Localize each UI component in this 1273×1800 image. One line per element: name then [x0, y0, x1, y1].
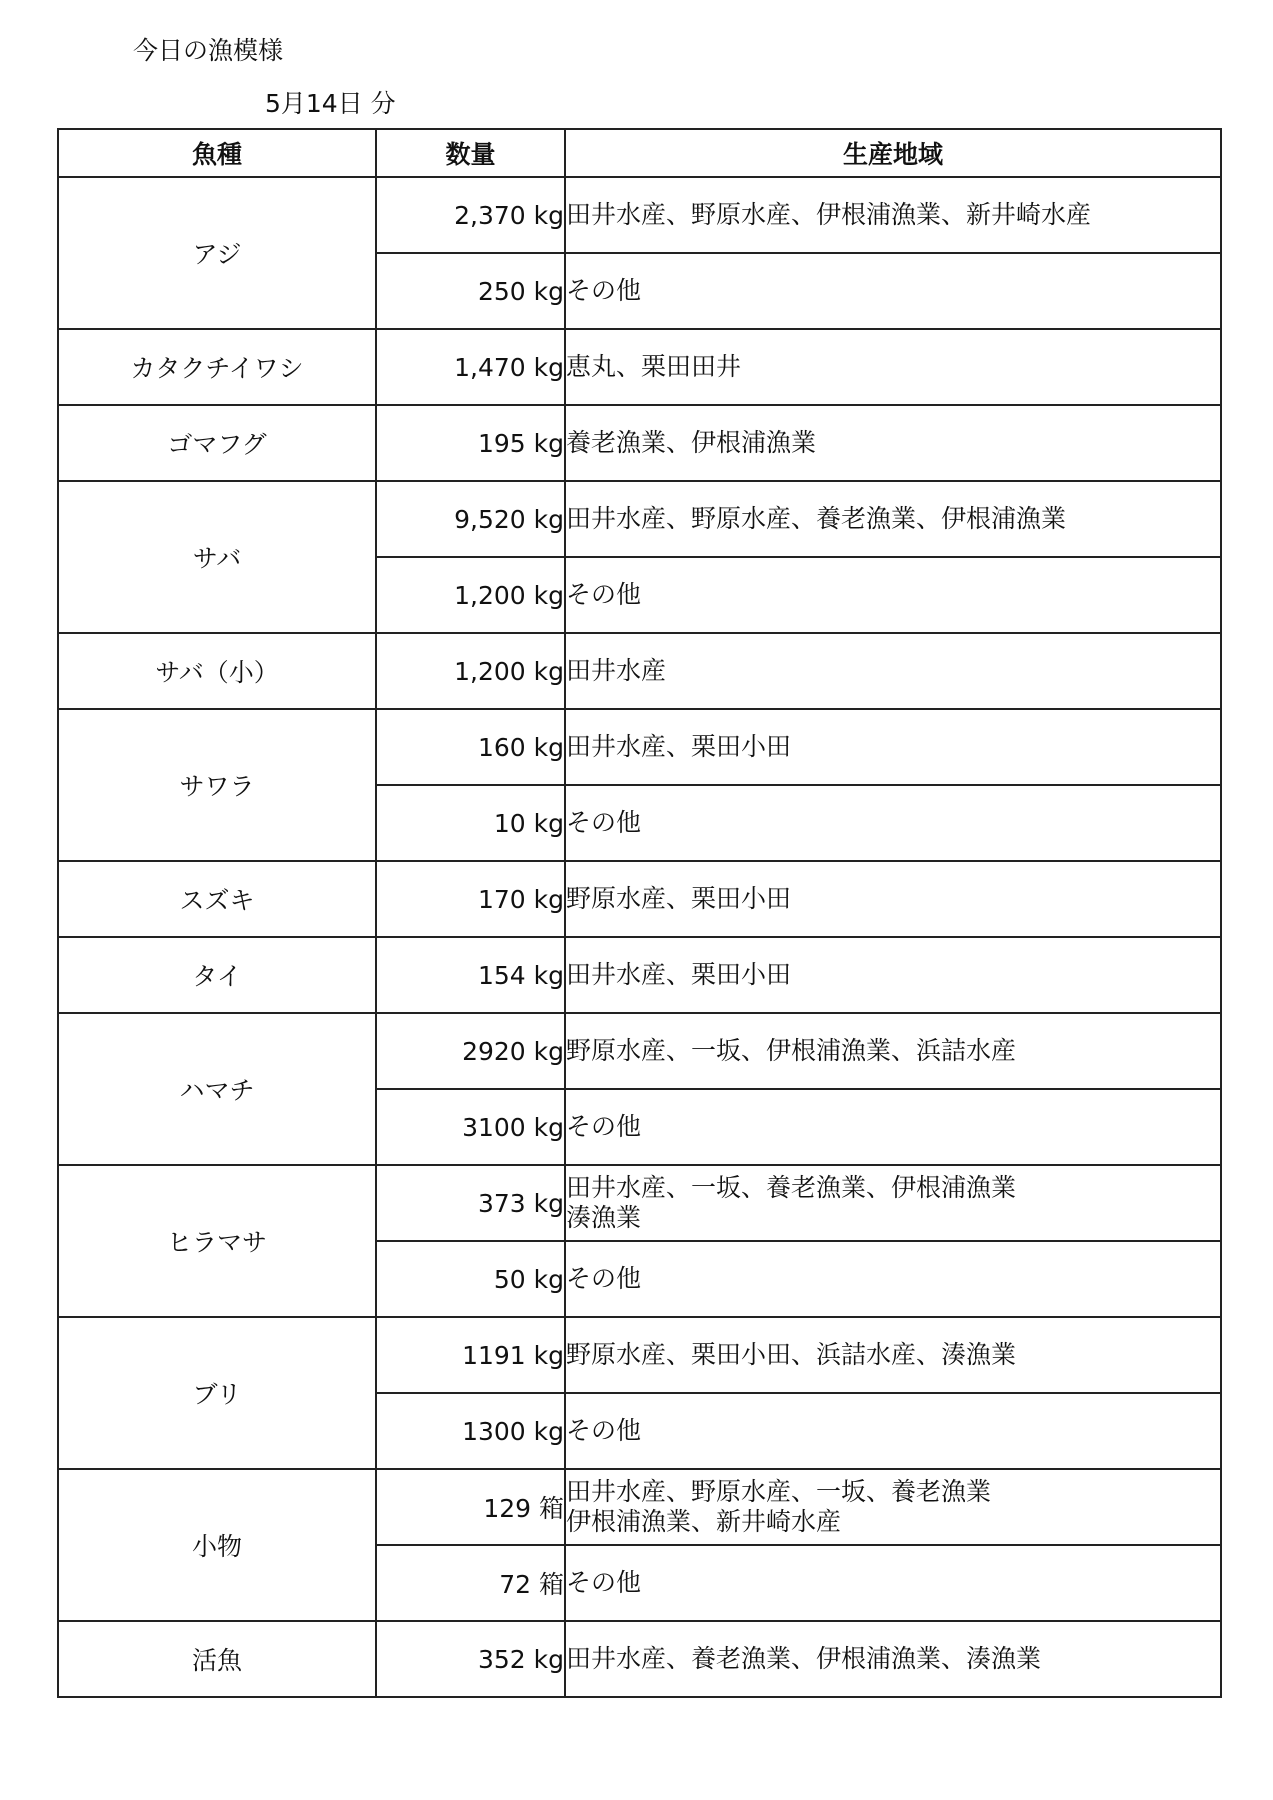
species-cell: サバ [58, 481, 376, 633]
quantity-cell: 3100 kg [376, 1089, 565, 1165]
area-cell [565, 1621, 1221, 1697]
table-row [58, 709, 1221, 785]
species-cell: ハマチ [58, 1013, 376, 1165]
area-cell [565, 253, 1221, 329]
area-cell [565, 405, 1221, 481]
area-cell [565, 709, 1221, 785]
quantity-cell: 50 kg [376, 1241, 565, 1317]
quantity-cell: 1191 kg [376, 1317, 565, 1393]
area-line: 湊漁業 [566, 1203, 642, 1232]
species-cell: タイ [58, 937, 376, 1013]
area-line: その他 [566, 1568, 642, 1597]
species-cell: サワラ [58, 709, 376, 861]
table-row [58, 1165, 1221, 1241]
page-title: 今日の漁模様 [133, 36, 284, 65]
quantity-cell: 160 kg [376, 709, 565, 785]
area-line: 伊根浦漁業、新井崎水産 [566, 1507, 842, 1536]
area-line: 田井水産、栗田小田 [566, 960, 792, 989]
species-cell: ヒラマサ [58, 1165, 376, 1317]
area-line: 養老漁業、伊根浦漁業 [566, 428, 817, 457]
quantity-cell: 195 kg [376, 405, 565, 481]
area-line: 恵丸、栗田田井 [566, 352, 742, 381]
area-line: その他 [566, 1416, 642, 1445]
quantity-cell: 373 kg [376, 1165, 565, 1241]
area-line: 田井水産、野原水産、一坂、養老漁業 [566, 1477, 992, 1506]
area-line: 田井水産、一坂、養老漁業、伊根浦漁業 [566, 1173, 1017, 1202]
area-line: 野原水産、一坂、伊根浦漁業、浜詰水産 [566, 1036, 1017, 1065]
species-cell: 活魚 [58, 1621, 376, 1697]
table-row [58, 405, 1221, 481]
quantity-cell: 129 箱 [376, 1469, 565, 1545]
area-cell [565, 1241, 1221, 1317]
header-row [58, 129, 1221, 177]
species-cell: カタクチイワシ [58, 329, 376, 405]
area-line: その他 [566, 580, 642, 609]
catch-table [57, 128, 1222, 1698]
area-cell [565, 1317, 1221, 1393]
table-header [58, 129, 1221, 177]
quantity-cell: 72 箱 [376, 1545, 565, 1621]
header-species: 魚種 [58, 129, 376, 177]
report-date: 5月14日 分 [265, 89, 396, 118]
area-cell [565, 177, 1221, 253]
table-row [58, 481, 1221, 557]
table-row [58, 937, 1221, 1013]
quantity-cell: 352 kg [376, 1621, 565, 1697]
table-row [58, 1621, 1221, 1697]
table-row [58, 1317, 1221, 1393]
area-cell [565, 785, 1221, 861]
area-cell [565, 1165, 1221, 1241]
area-line: その他 [566, 1264, 642, 1293]
species-cell: ブリ [58, 1317, 376, 1469]
area-cell [565, 1089, 1221, 1165]
area-line: 田井水産、野原水産、伊根浦漁業、新井崎水産 [566, 200, 1092, 229]
quantity-cell: 1,200 kg [376, 557, 565, 633]
area-cell [565, 937, 1221, 1013]
area-cell [565, 1013, 1221, 1089]
quantity-cell: 2,370 kg [376, 177, 565, 253]
species-cell: ゴマフグ [58, 405, 376, 481]
area-line: 田井水産、栗田小田 [566, 732, 792, 761]
area-line: その他 [566, 276, 642, 305]
quantity-cell: 2920 kg [376, 1013, 565, 1089]
quantity-cell: 10 kg [376, 785, 565, 861]
area-line: 野原水産、栗田小田 [566, 884, 792, 913]
table-row [58, 861, 1221, 937]
table-row [58, 177, 1221, 253]
quantity-cell: 1300 kg [376, 1393, 565, 1469]
area-line: その他 [566, 1112, 642, 1141]
quantity-cell: 154 kg [376, 937, 565, 1013]
area-cell [565, 1545, 1221, 1621]
quantity-cell: 170 kg [376, 861, 565, 937]
quantity-cell: 250 kg [376, 253, 565, 329]
area-cell [565, 1469, 1221, 1545]
table-row [58, 1013, 1221, 1089]
species-cell: スズキ [58, 861, 376, 937]
header-quantity: 数量 [376, 129, 565, 177]
table-body [58, 177, 1221, 1697]
table-row [58, 1469, 1221, 1545]
area-cell [565, 1393, 1221, 1469]
species-cell: アジ [58, 177, 376, 329]
area-cell [565, 633, 1221, 709]
species-cell: 小物 [58, 1469, 376, 1621]
area-line: 田井水産 [566, 656, 667, 685]
area-cell [565, 557, 1221, 633]
species-cell: サバ（小） [58, 633, 376, 709]
header-area: 生産地域 [565, 129, 1221, 177]
area-line: 野原水産、栗田小田、浜詰水産、湊漁業 [566, 1340, 1017, 1369]
area-line: 田井水産、養老漁業、伊根浦漁業、湊漁業 [566, 1644, 1042, 1673]
table-row [58, 633, 1221, 709]
area-line: 田井水産、野原水産、養老漁業、伊根浦漁業 [566, 504, 1067, 533]
quantity-cell: 9,520 kg [376, 481, 565, 557]
area-cell [565, 481, 1221, 557]
area-cell [565, 329, 1221, 405]
area-cell [565, 861, 1221, 937]
quantity-cell: 1,200 kg [376, 633, 565, 709]
area-line: その他 [566, 808, 642, 837]
table-row [58, 329, 1221, 405]
quantity-cell: 1,470 kg [376, 329, 565, 405]
